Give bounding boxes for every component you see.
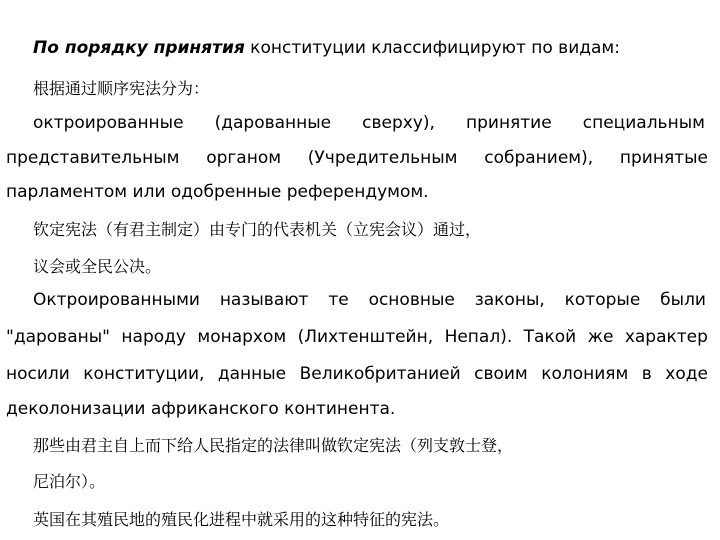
word: конституции,: [83, 364, 205, 384]
text-line-justified: [6, 143, 708, 173]
text-line-justified: [33, 108, 705, 138]
word: "дарованы": [6, 327, 110, 347]
chinese-text-line: 钦定宪法（有君主制定）由专门的代表机关（立宪会议）通过，: [33, 220, 482, 239]
text-line-justified: [33, 285, 706, 315]
text-line: парламентом или одобренные референдумом.: [6, 182, 429, 202]
word: (Лихтенштейн,: [297, 327, 434, 347]
heading-emphasis: По порядку принятия: [33, 38, 245, 58]
word: называют: [219, 290, 309, 310]
word: (Учредительным: [307, 148, 458, 168]
text-line-justified: [6, 359, 708, 389]
word: народу: [121, 327, 186, 347]
word: Великобританией: [299, 364, 461, 384]
chinese-heading: 根据通过顺序宪法分为：: [33, 79, 210, 98]
word: представительным: [6, 148, 180, 168]
word: законы,: [474, 290, 545, 310]
chinese-text-line: 那些由君主自上而下给人民指定的法律叫做钦定宪法（列支敦士登，: [33, 436, 514, 455]
word: октроированные: [33, 113, 184, 133]
word: основные: [368, 290, 455, 310]
word: специальным: [582, 113, 705, 133]
word: в: [641, 364, 652, 384]
word: ходе: [665, 364, 708, 384]
word: сверху),: [362, 113, 435, 133]
text-line: деколонизации африканского континента.: [6, 399, 396, 419]
classification-heading: [33, 33, 703, 63]
chinese-text-line: 议会或全民公决。: [33, 257, 162, 276]
word: органом: [206, 148, 282, 168]
word: своим: [474, 364, 528, 384]
word: носили: [6, 364, 70, 384]
word: (дарованные: [214, 113, 332, 133]
word: принятие: [465, 113, 552, 133]
word: были: [660, 290, 706, 310]
word: данные: [217, 364, 287, 384]
word: Октроированными: [33, 290, 200, 310]
word: Такой: [523, 327, 577, 347]
word: которые: [564, 290, 641, 310]
heading-rest: конституции классифицируют по видам:: [244, 38, 620, 58]
word: монархом: [197, 327, 287, 347]
word: характер: [624, 327, 708, 347]
word: принятые: [619, 148, 708, 168]
word: же: [587, 327, 614, 347]
chinese-text-line: 英国在其殖民地的殖民化进程中就采用的这种特征的宪法。: [33, 510, 450, 529]
word: собранием),: [484, 148, 594, 168]
word: те: [328, 290, 349, 310]
word: Непал).: [444, 327, 513, 347]
chinese-text-line: 尼泊尔）。: [33, 472, 106, 491]
text-line-justified: [6, 322, 708, 352]
word: колониям: [541, 364, 629, 384]
